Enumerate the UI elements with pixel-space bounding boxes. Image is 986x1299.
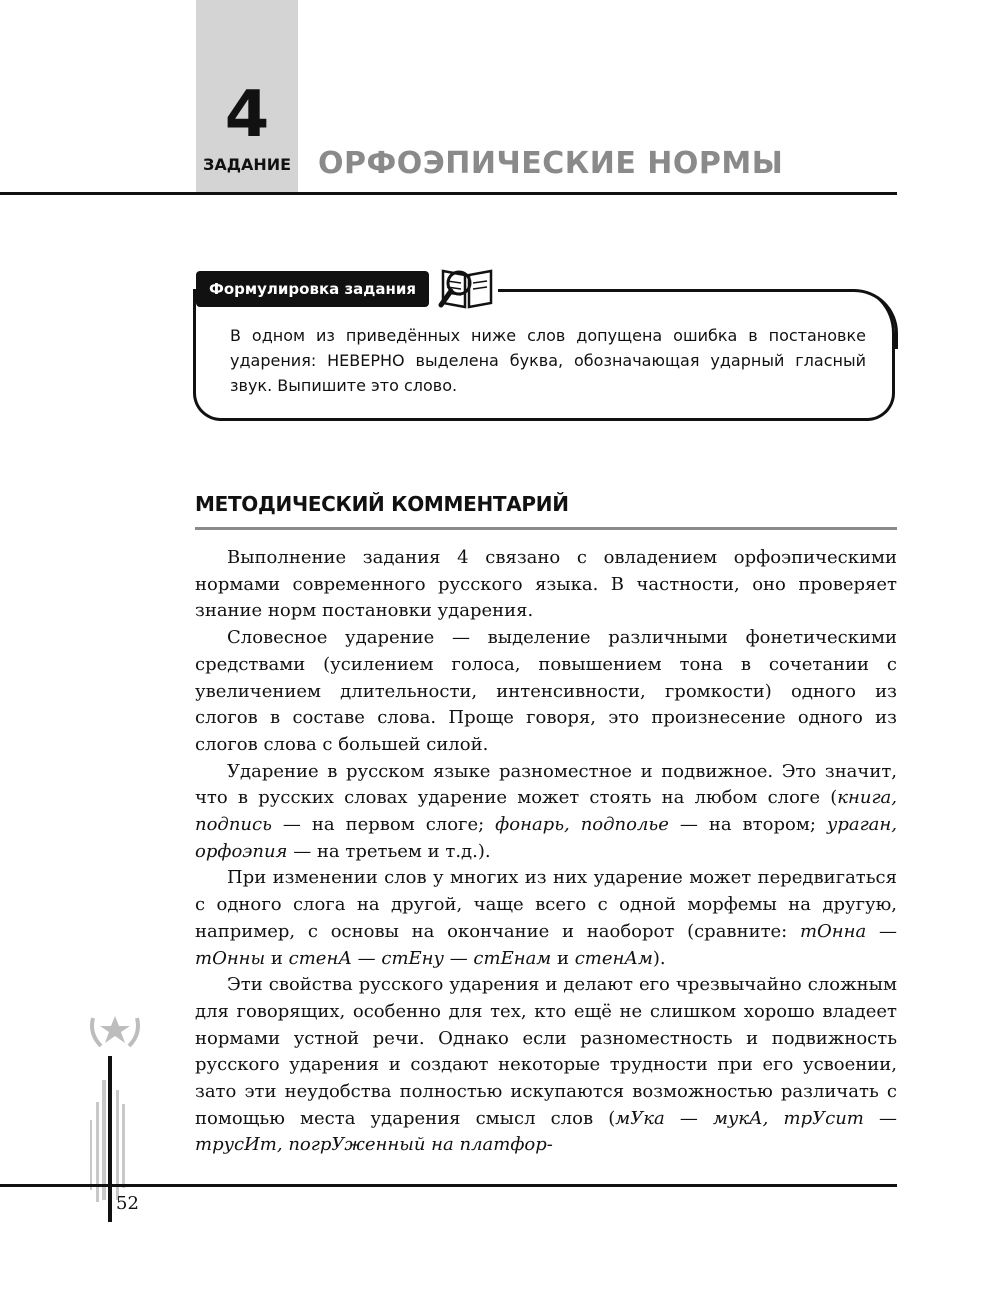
task-number: 4 [224, 78, 270, 152]
page-number: 52 [116, 1193, 139, 1214]
example-words: стенАм [574, 947, 653, 969]
paragraph-3: Ударение в русском языке разноместное и подвижное. Это значит, что в русских словах ударение может стоять на любом слоге (книга, подпись — на первом слоге; фонарь, подполье — на втором; ураган, орфоэпия — на третьем и т.д.). [195, 760, 897, 862]
section-heading: МЕТОДИЧЕСКИЙ КОММЕНТАРИЙ [195, 492, 569, 516]
paragraph-2: Словесное ударение — выделение различными фонетическими средствами (усилением голоса, повышением тона в сочетании с увеличением длительности, интенсивности, громкости) одного из слогов в составе слова. Проще говоря, это произнесение одного из слогов слова с большей силой. [195, 627, 897, 755]
paragraph-4: При изменении слов у многих из них ударение может передвигаться с одного слога на другой, чаще всего с одной морфемы на другую, например, с основы на окончание и наоборот (сравните: тОнна — тОнны и стенА — стЕну — стЕнам и стенАм). [195, 867, 897, 969]
example-words: ураган, орфоэпия [195, 814, 897, 862]
formulation-top-line [498, 289, 848, 292]
formulation-label: Формулировка задания [196, 271, 429, 307]
paragraph-1: Выполнение задания 4 связано с овладением орфоэпическими нормами современного русского языка. В частности, оно проверяет знание норм постановки ударения. [195, 547, 897, 622]
example-words: тОнна — тОнны [195, 920, 897, 969]
task-label: ЗАДАНИЕ [202, 155, 292, 174]
paragraph-5: Эти свойства русского ударения и делают его чрезвычайно сложным для говорящих, особенно для тех, кто ещё не слишком хорошо владеет нормами устной речи. Однако если разноместность и подвижность русского ударения и создают некоторые трудности при его усвоении, зато эти неудобства полностью искупаются возможностью различать с помощью места ударения смысл слов (мУка — мукА, трУсит — трусИт, погрУженный на платфор- [195, 974, 897, 1156]
formulation-text: В одном из приведённых ниже слов допущена ошибка в постановке ударения: НЕВЕРНО выделена буква, обозначающая ударный гласный звук. Выпишите это слово. [230, 326, 866, 395]
header-divider [0, 192, 897, 195]
example-words: стенА — стЕну — стЕнам [288, 947, 552, 969]
book-magnifier-icon [437, 261, 497, 315]
footer-divider [0, 1184, 897, 1187]
example-words: фонарь, подполье [495, 814, 669, 836]
chapter-title: ОРФОЭПИЧЕСКИЕ НОРМЫ [318, 146, 784, 181]
section-divider [195, 527, 897, 530]
commentary-body [195, 545, 897, 1159]
example-words: книга, подпись [195, 787, 897, 836]
example-words: мУка — мукА, трУсит — трусИт, погрУженный на платфор- [195, 1107, 897, 1156]
